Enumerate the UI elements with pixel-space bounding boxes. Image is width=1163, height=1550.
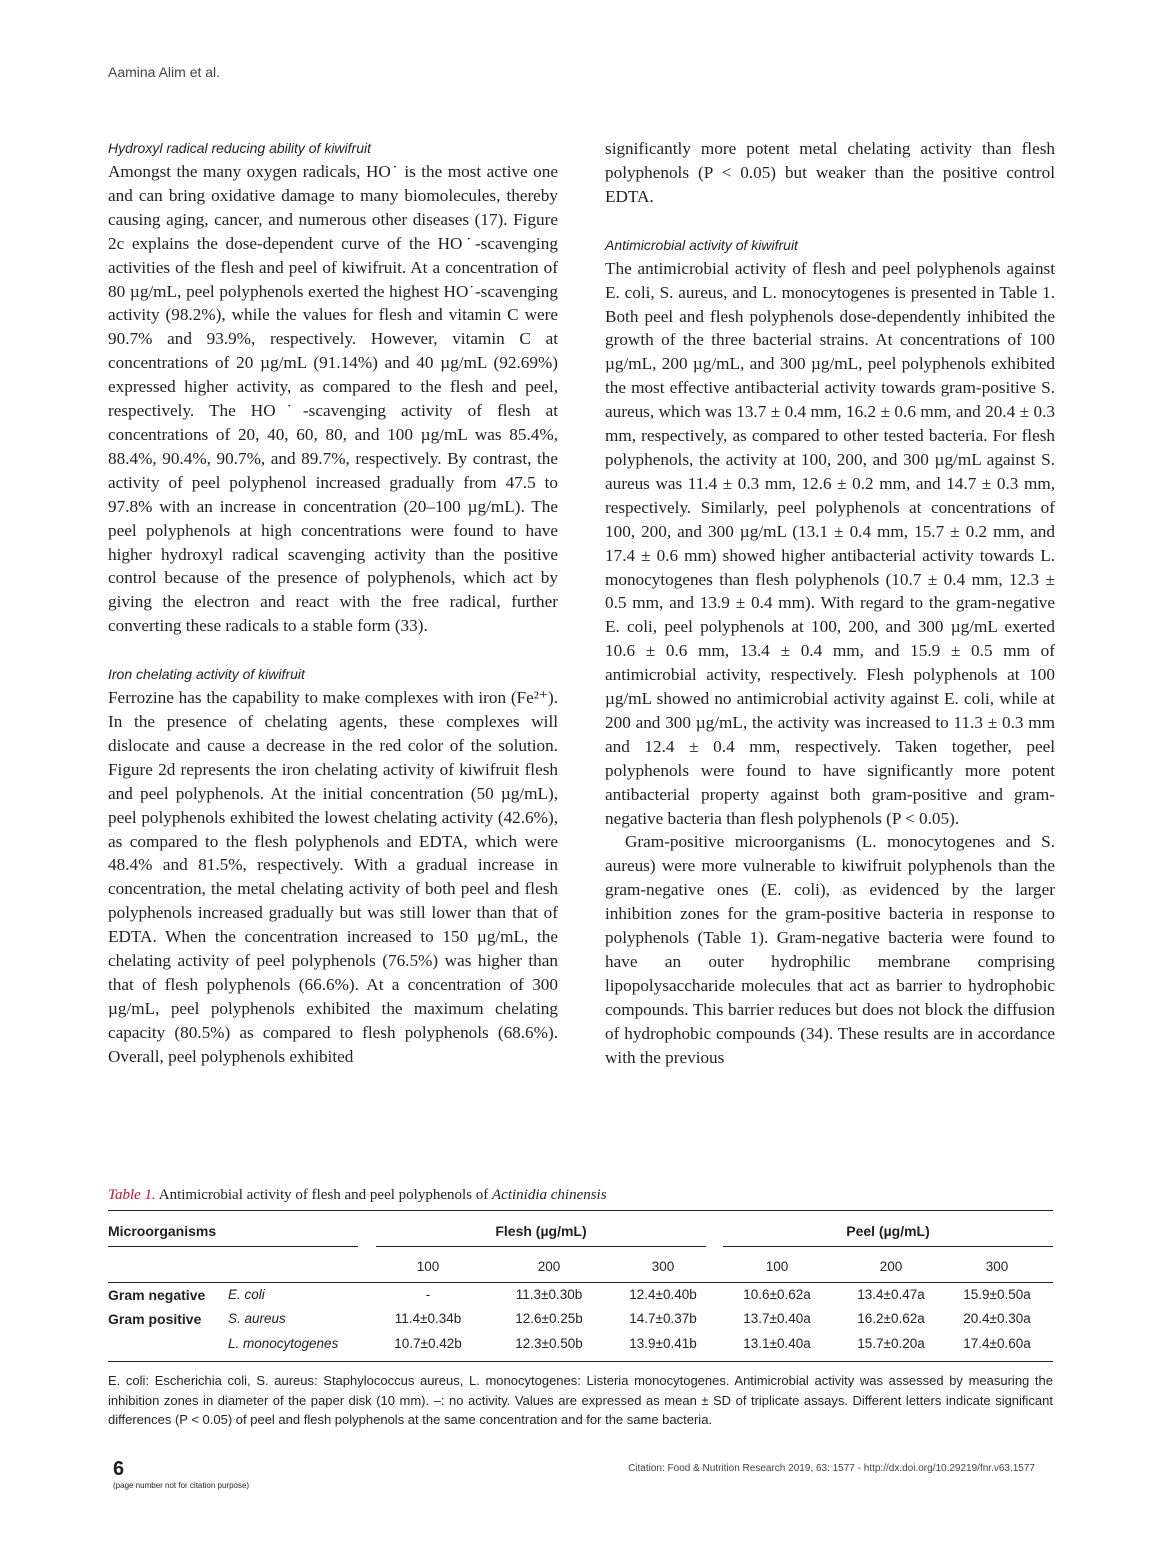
table-row-group: Gram positive xyxy=(108,1311,202,1327)
section-heading-iron: Iron chelating activity of kiwifruit xyxy=(108,666,305,683)
table-cell: 17.4±0.60a xyxy=(963,1336,1031,1351)
table-cell: 12.4±0.40b xyxy=(629,1287,697,1302)
table-caption-species: Actinidia chinensis xyxy=(492,1187,607,1203)
table-cell: 12.6±0.25b xyxy=(515,1311,583,1326)
table-cell: 13.7±0.40a xyxy=(743,1311,811,1326)
table-row-species: S. aureus xyxy=(228,1311,286,1326)
table-cell: 10.6±0.62a xyxy=(743,1287,811,1302)
table-cell: 15.9±0.50a xyxy=(963,1287,1031,1302)
table-cell: 13.1±0.40a xyxy=(743,1336,811,1351)
table-cell: 11.3±0.30b xyxy=(515,1287,583,1302)
citation: Citation: Food & Nutrition Research 2019, 63: 1577 - http://dx.doi.org/10.29219/fnr.v63.1577 xyxy=(628,1463,1035,1474)
table-row-species: L. monocytogenes xyxy=(228,1336,339,1351)
table-header-peel: Peel (µg/mL) xyxy=(846,1223,930,1239)
page-number-note: (page number not for citation purpose) xyxy=(113,1481,250,1490)
table-conc-peel-100: 100 xyxy=(765,1259,789,1274)
table-rule-microorganisms xyxy=(108,1246,358,1247)
table-caption xyxy=(108,1187,1053,1204)
table-conc-flesh-100: 100 xyxy=(416,1259,440,1274)
table-header-flesh: Flesh (µg/mL) xyxy=(495,1223,587,1239)
running-head: Aamina Alim et al. xyxy=(108,64,221,80)
table-footnote: E. coli: Escherichia coli, S. aureus: Staphylococcus aureus, L. monocytogenes: Listeria monocytogenes. Antimicrobial activity was assessed by measuring the inhibition zones in diameter of the paper disk (10 mm). –: no activity. Values are expressed as mean ± SD of triplicate assays. Different letters indicate significant differences (P < 0.05) of peel and flesh polyphenols at the same concentration and for the same bacteria. xyxy=(108,1373,1053,1427)
left-column xyxy=(108,137,558,1069)
table-cell: 12.3±0.50b xyxy=(515,1336,583,1351)
table-caption-text: Antimicrobial activity of flesh and peel polyphenols of xyxy=(158,1187,489,1203)
table-conc-peel-200: 200 xyxy=(879,1259,903,1274)
table-cell: 13.4±0.47a xyxy=(857,1287,925,1302)
table-header-rule xyxy=(108,1282,1053,1283)
paragraph-chelating-continued: significantly more potent metal chelating activity than flesh polyphenols (P < 0.05) but weaker than the positive control EDTA. xyxy=(605,139,1055,206)
right-column xyxy=(605,137,1055,1070)
table-row-group: Gram negative xyxy=(108,1287,206,1303)
table-cell: 14.7±0.37b xyxy=(629,1311,697,1326)
section-heading-antimicrobial: Antimicrobial activity of kiwifruit xyxy=(605,236,798,253)
paragraph-gram-positive: Gram-positive microorganisms (L. monocytogenes and S. aureus) were more vulnerable to kiwifruit polyphenols than the gram-negative ones (E. coli), as evidenced by the larger inhibition zones for the gram-positive bacteria in response to polyphenols (Table 1). Gram-negative bacteria were found to have an outer hydrophilic membrane comprising lipopolysaccharide molecules that act as barrier to hydrophobic compounds. This barrier reduces but does not block the diffusion of hydrophobic compounds (34). These results are in accordance with the previous xyxy=(605,832,1055,1067)
table-conc-flesh-300: 300 xyxy=(651,1259,675,1274)
paragraph-iron: Ferrozine has the capability to make complexes with iron (Fe²⁺). In the presence of chelating agents, these complexes will dislocate and cause a decrease in the red color of the solution. Figure 2d represents the iron chelating activity of kiwifruit flesh and peel polyphenols. At the initial concentration (50 µg/mL), peel polyphenols exhibited the lowest chelating activity (42.6%), as compared to the flesh polyphenols and EDTA, which were 48.4% and 81.5%, respectively. With a gradual increase in concentration, the metal chelating activity of both peel and flesh polyphenols increased gradually but was still lower than that of EDTA. When the concentration increased to 150 µg/mL, the chelating activity of peel polyphenols (76.5%) was higher than that of flesh polyphenols (66.6%). At a concentration of 300 µg/mL, peel polyphenols exhibited the maximum chelating capacity (80.5%) as compared to flesh polyphenols (68.6%). Overall, peel polyphenols exhibited xyxy=(108,688,558,1066)
table-cell: 10.7±0.42b xyxy=(394,1336,462,1351)
table-cell: 13.9±0.41b xyxy=(629,1336,697,1351)
paragraph-antimicrobial: The antimicrobial activity of flesh and peel polyphenols against E. coli, S. aureus, and L. monocytogenes is presented in Table 1. Both peel and flesh polyphenols dose-dependently inhibited the growth of the three bacterial strains. At concentrations of 100 µg/mL, 200 µg/mL, and 300 µg/mL, peel polyphenols exhibited the most effective antibacterial activity towards gram-positive S. aureus, which was 13.7 ± 0.4 mm, 16.2 ± 0.6 mm, and 20.4 ± 0.3 mm, respectively, as compared to other tested bacteria. For flesh polyphenols, the activity at 100, 200, and 300 µg/mL against S. aureus was 11.4 ± 0.3 mm, 12.6 ± 0.2 mm, and 14.7 ± 0.3 mm, respectively. Similarly, peel polyphenols at concentrations of 100, 200, and 300 µg/mL (13.1 ± 0.4 mm, 15.7 ± 0.2 mm, and 17.4 ± 0.6 mm) showed higher antibacterial activity towards L. monocytogenes than flesh polyphenols (10.7 ± 0.4 mm, 12.3 ± 0.5 mm, and 13.9 ± 0.4 mm). With regard to the gram-negative E. coli, peel polyphenols at 100, 200, and 300 µg/mL exerted 10.6 ± 0.6 mm, 13.4 ± 0.4 mm, and 15.9 ± 0.5 mm of antimicrobial activity, respectively. Flesh polyphenols at 100 µg/mL showed no antimicrobial activity against E. coli, while at 200 and 300 µg/mL, the activity was increased to 11.3 ± 0.3 mm and 12.4 ± 0.4 mm, respectively. Taken together, peel polyphenols were found to have significantly more potent antibacterial property against both gram-positive and gram-negative bacteria than flesh polyphenols (P < 0.05). xyxy=(605,258,1055,828)
table-cell: - xyxy=(425,1287,431,1302)
table-cell: 20.4±0.30a xyxy=(963,1311,1031,1326)
table-header-microorganisms: Microorganisms xyxy=(108,1223,217,1239)
table-row-species: E. coli xyxy=(228,1287,265,1302)
table-rule-flesh xyxy=(376,1246,706,1247)
table-cell: 11.4±0.34b xyxy=(394,1311,462,1326)
page-number: 6 xyxy=(113,1458,125,1480)
section-heading-hydroxyl: Hydroxyl radical reducing ability of kiwifruit xyxy=(108,140,371,156)
table-bottom-rule xyxy=(108,1361,1053,1362)
table-conc-peel-300: 300 xyxy=(985,1259,1009,1274)
table-label: Table 1. xyxy=(108,1187,156,1203)
table-cell: 16.2±0.62a xyxy=(857,1311,925,1326)
table-rule-peel xyxy=(723,1246,1053,1247)
table-top-rule xyxy=(108,1210,1053,1211)
table-cell: 15.7±0.20a xyxy=(857,1336,925,1351)
table-conc-flesh-200: 200 xyxy=(537,1259,561,1274)
paragraph-hydroxyl: Amongst the many oxygen radicals, HO˙ is the most active one and can bring oxidative damage to many biomolecules, thereby causing aging, cancer, and numerous other diseases (17). Figure 2c explains the dose-dependent curve of the HO˙-scavenging activities of the flesh and peel of kiwifruit. At a concentration of 80 µg/mL, peel polyphenols exerted the highest HO˙-scavenging activity (98.2%), while the values for flesh and vitamin C were 90.7% and 93.9%, respectively. However, vitamin C at concentrations of 20 µg/mL (91.14%) and 40 µg/mL (92.69%) expressed higher activity, as compared to the flesh and peel, respectively. The HO˙-scavenging activity of flesh at concentrations of 20, 40, 60, 80, and 100 µg/mL was 85.4%, 88.4%, 90.4%, 90.7%, and 89.7%, respectively. By contrast, the activity of peel polyphenol increased gradually from 47.5 to 97.8% with an increase in concentration (20–100 µg/mL). The peel polyphenols at high concentrations were found to have higher hydroxyl radical scavenging activity than the positive control because of the presence of polyphenols, which act by giving the electron and react with the free radical, further converting these radicals to a stable form (33). xyxy=(108,162,558,636)
